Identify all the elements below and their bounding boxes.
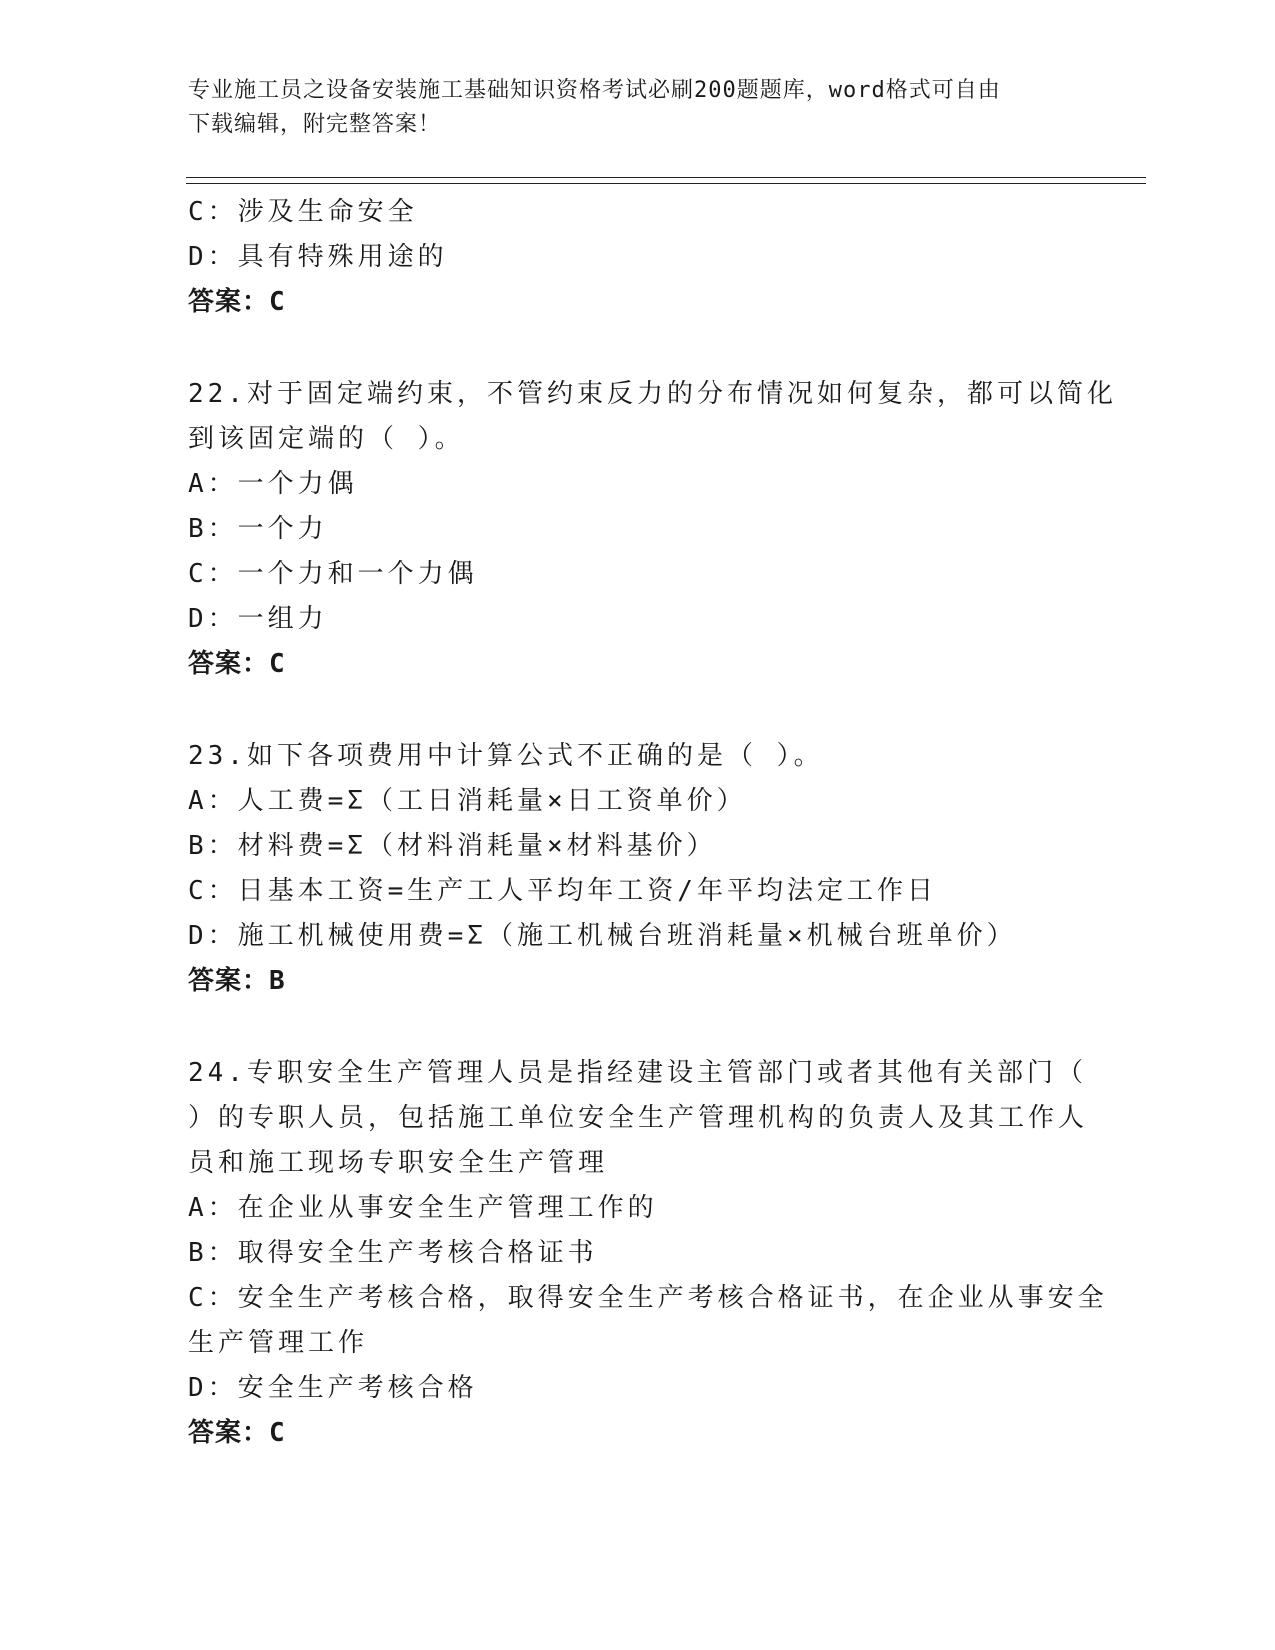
q24-stem-line-2: ）的专职人员，包括施工单位安全生产管理机构的负责人及其工作人 (188, 1103, 1089, 1133)
q21-answer: 答案：C (188, 287, 286, 317)
question-spacer (188, 325, 1088, 372)
q24-answer: 答案：C (188, 1418, 286, 1448)
q22-option-d: D：一组力 (188, 604, 328, 634)
q22-stem-line-2: 到该固定端的（ ）。 (188, 424, 465, 454)
question-spacer (188, 687, 1088, 734)
q23-answer: 答案：B (188, 966, 286, 996)
q22-option-a: A：一个力偶 (188, 469, 358, 499)
question-23 (188, 734, 1088, 1004)
header-line-1: 专业施工员之设备安装施工基础知识资格考试必刷200题题库，word格式可自由 (188, 78, 1001, 103)
q24-option-a: A：在企业从事安全生产管理工作的 (188, 1193, 658, 1223)
q23-option-b: B：材料费=Σ（材料消耗量×材料基价） (188, 831, 717, 861)
document-header (188, 74, 1068, 142)
q21-option-d: D：具有特殊用途的 (188, 242, 448, 272)
q23-stem-line-1: 23.如下各项费用中计算公式不正确的是（ ）。 (188, 741, 824, 771)
header-line-2: 下载编辑，附完整答案！ (188, 112, 442, 137)
q22-answer: 答案：C (188, 649, 286, 679)
q24-option-c-line-2: 生产管理工作 (188, 1328, 369, 1358)
q22-option-b: B：一个力 (188, 514, 328, 544)
q24-stem-line-3: 员和施工现场专职安全生产管理 (188, 1148, 609, 1178)
q24-stem-line-1: 24.专职安全生产管理人员是指经建设主管部门或者其他有关部门（ (188, 1058, 1087, 1088)
q23-option-c: C：日基本工资=生产工人平均年工资/年平均法定工作日 (188, 876, 937, 906)
question-22 (188, 372, 1117, 687)
question-list (188, 190, 1117, 1456)
q24-option-b: B：取得安全生产考核合格证书 (188, 1238, 598, 1268)
q24-option-d: D：安全生产考核合格 (188, 1373, 478, 1403)
q21-option-c: C：涉及生命安全 (188, 197, 418, 227)
q22-option-c: C：一个力和一个力偶 (188, 559, 478, 589)
question-24 (188, 1051, 1108, 1456)
q23-option-a: A：人工费=Σ（工日消耗量×日工资单价） (188, 786, 747, 816)
question-21-continued (188, 190, 1088, 325)
q24-option-c-line-1: C：安全生产考核合格，取得安全生产考核合格证书，在企业从事安全 (188, 1283, 1108, 1313)
question-spacer (188, 1004, 1088, 1051)
header-divider (186, 177, 1146, 184)
q22-stem-line-1: 22.对于固定端约束，不管约束反力的分布情况如何复杂，都可以简化 (188, 379, 1117, 409)
q23-option-d: D：施工机械使用费=Σ（施工机械台班消耗量×机械台班单价） (188, 921, 1017, 951)
